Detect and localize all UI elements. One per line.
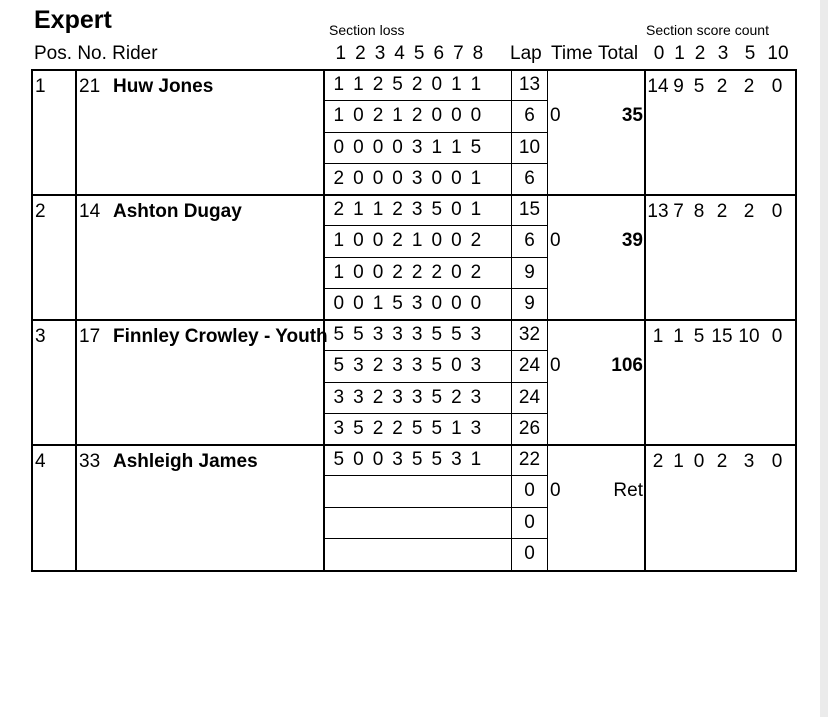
rider-divider-row [31,444,797,446]
section-score: 0 [431,292,443,314]
section-score: 0 [470,105,482,127]
score-count: 1 [652,326,664,347]
no-header: No. [77,43,107,64]
rider-total: Ret [613,480,643,502]
section-score: 2 [411,105,423,127]
section-score: 5 [353,417,364,439]
rider-name: Ashton Dugay [113,201,242,222]
section-score: 0 [372,167,384,189]
score-count: 2 [716,451,728,472]
table-border-left [31,69,33,572]
section-score: 1 [353,74,364,95]
section-score: 5 [431,355,443,377]
lap-section-scores [329,105,486,127]
lap-section-scores [329,137,486,159]
section-score: 0 [372,261,384,283]
section-score: 3 [392,324,403,345]
score-counts [647,76,790,98]
lap-row-line [323,475,548,476]
section-score: 0 [451,355,462,377]
score-count: 2 [716,76,728,97]
table-border-bottom [31,570,797,572]
section-score: 1 [451,74,462,95]
section-score: 0 [451,105,462,127]
rider-position: 1 [35,76,46,97]
section-score: 0 [451,230,462,252]
lap-section-scores [329,449,486,471]
rider-name: Ashleigh James [113,451,258,472]
lap-row-line [323,163,548,164]
pos-header: Pos. [34,43,73,64]
section-score: 2 [372,417,384,439]
score-count-label: 2 [694,43,706,64]
rider-position: 3 [35,326,46,347]
lap-total: 32 [518,324,541,345]
score-counts [647,201,790,223]
score-count-label: 0 [653,43,665,64]
section-score: 0 [353,449,364,470]
section-number: 4 [394,43,405,64]
lap-total: 9 [524,292,535,314]
rider-divider-row [31,319,797,321]
lap-row-line [323,507,548,508]
lap-row-line [323,257,548,258]
section-score: 1 [470,199,482,220]
section-score: 2 [333,199,345,220]
section-score: 3 [470,355,482,377]
time-header: Time [551,43,593,64]
section-score: 1 [411,230,423,252]
score-count-label: 5 [744,43,756,64]
score-count-label: 3 [717,43,729,64]
section-score: 0 [431,74,443,95]
pos-no-rider-header [34,43,158,65]
section-score: 5 [392,74,403,95]
rider-total: 106 [611,355,643,377]
section-score: 3 [411,355,423,377]
section-number: 5 [413,43,425,64]
lap-total: 24 [518,386,541,408]
lap-total: 26 [518,417,541,439]
rider-position: 4 [35,451,46,472]
section-score: 5 [411,417,423,439]
section-score: 3 [353,355,364,377]
lap-row-line [323,100,548,101]
lap-total: 6 [524,167,535,189]
section-score: 3 [470,386,482,408]
section-score: 0 [353,261,364,283]
lap-total: 6 [524,230,535,252]
section-score: 2 [411,261,423,283]
section-score: 2 [431,261,443,283]
rider-total: 35 [621,105,643,127]
section-score: 3 [451,449,462,470]
rider-divider-row [31,194,797,196]
section-score: 5 [431,324,443,345]
lap-total: 6 [524,105,535,127]
section-score: 0 [431,230,443,252]
lap-section-scores [329,355,486,377]
section-number: 7 [453,43,464,64]
section-score: 2 [372,386,384,408]
section-score: 2 [392,261,403,283]
score-count: 0 [771,76,783,97]
section-score: 5 [411,449,423,470]
score-count: 2 [716,201,728,222]
section-score: 1 [451,136,462,158]
rider-name: Finnley Crowley - Youth [113,326,328,347]
rider-name: Huw Jones [113,76,214,97]
score-count: 10 [738,326,760,347]
lap-total: 0 [524,480,535,502]
section-score: 0 [451,167,462,189]
lap-section-scores [329,199,486,221]
section-score: 2 [470,261,482,283]
score-count: 8 [693,201,705,222]
section-score: 2 [392,230,403,252]
section-score: 0 [372,230,384,252]
lap-total: 24 [518,355,541,377]
score-count: 2 [743,201,755,222]
score-count: 5 [693,326,705,347]
section-score: 1 [372,199,384,220]
score-count: 7 [673,201,684,222]
section-score: 1 [470,449,482,470]
lap-section-scores [329,293,486,315]
section-score: 0 [451,292,462,314]
section-score: 5 [431,449,443,470]
section-score: 5 [431,386,443,408]
section-score: 3 [353,386,364,408]
section-score: 3 [333,417,345,439]
class-title: Expert [34,6,112,34]
rider-header: Rider [112,43,158,64]
section-score: 0 [333,136,345,158]
section-score: 2 [372,355,384,377]
rider-number: 21 [79,76,101,97]
section-score: 3 [411,386,423,408]
rider-number: 33 [79,451,101,472]
lap-section-scores [329,74,486,96]
section-score: 2 [372,105,384,127]
section-score: 2 [411,74,423,95]
section-score: 0 [353,292,364,314]
rider-total: 39 [621,230,643,252]
section-score: 3 [392,449,403,470]
section-score: 2 [392,199,403,220]
score-counts [647,326,790,348]
section-score: 1 [333,230,345,252]
section-score: 0 [451,199,462,220]
section-score: 1 [372,292,384,314]
score-count: 1 [673,451,684,472]
section-score: 1 [470,167,482,189]
section-score-caption: Section score count [646,22,769,38]
score-count-header [648,43,791,65]
lap-row-line [323,288,548,289]
lap-divider [547,69,548,572]
lap-row-line [323,538,548,539]
section-score: 0 [392,167,403,189]
section-score: 3 [392,386,403,408]
section-score: 0 [372,449,384,470]
lap-section-scores [329,387,486,409]
score-count: 0 [771,201,783,222]
rider-time: 0 [550,105,561,127]
section-loss-caption: Section loss [329,22,405,38]
lap-row-line [323,350,548,351]
rider-number: 17 [79,326,101,347]
section-score: 5 [333,324,345,345]
section-score: 3 [411,324,423,345]
section-score: 3 [411,199,423,220]
table-border-right [795,69,797,572]
score-count: 5 [693,76,705,97]
section-score: 0 [353,230,364,252]
lap-section-scores [329,230,486,252]
section-score: 5 [431,199,443,220]
score-count: 0 [771,451,783,472]
results-table [31,69,797,572]
section-score: 0 [372,136,384,158]
table-border-top [31,69,797,71]
section-score: 5 [451,324,462,345]
section-score: 1 [470,74,482,95]
section-number: 6 [433,43,445,64]
lap-total: 10 [518,136,541,158]
lap-header: Lap [510,43,542,64]
section-score: 0 [353,167,364,189]
section-score: 3 [411,136,423,158]
section-score: 0 [392,136,403,158]
section-score: 0 [470,292,482,314]
section-number: 3 [374,43,386,64]
section-score: 2 [372,74,384,95]
section-score: 5 [431,417,443,439]
rider-time: 0 [550,230,561,252]
section-score: 1 [333,74,345,95]
lap-row-line [323,382,548,383]
lap-row-line [323,413,548,414]
score-count: 0 [771,326,783,347]
lap-total: 22 [518,449,541,470]
score-count: 14 [647,76,669,97]
section-score: 0 [431,167,443,189]
rider-number: 14 [79,201,101,222]
rider-divider [323,69,325,572]
section-number: 1 [335,43,347,64]
score-count: 9 [673,76,684,97]
rider-time: 0 [550,355,561,377]
section-score: 1 [431,136,443,158]
section-number: 2 [355,43,366,64]
score-count: 2 [743,76,755,97]
section-score: 0 [451,261,462,283]
lap-row-line [323,225,548,226]
section-score: 1 [353,199,364,220]
lap-total: 0 [524,511,535,533]
section-number-header [331,43,488,65]
lap-total: 13 [518,74,541,95]
score-count-label: 10 [767,43,789,64]
section-score: 5 [333,355,345,377]
section-score: 0 [353,105,364,127]
lap-total: 9 [524,261,535,283]
section-score: 2 [470,230,482,252]
section-score: 1 [333,105,345,127]
section-score: 0 [353,136,364,158]
lap-total: 0 [524,542,535,564]
section-score: 2 [333,167,345,189]
score-count: 3 [743,451,755,472]
score-count: 13 [647,201,669,222]
section-score: 3 [392,355,403,377]
lap-row-line [323,132,548,133]
score-count-label: 1 [674,43,685,64]
section-score: 1 [333,261,345,283]
lap-total: 15 [518,199,541,220]
lap-section-scores [329,418,486,440]
section-score: 1 [392,105,403,127]
section-score: 5 [392,292,403,314]
section-score: 2 [451,386,462,408]
lap-section-scores [329,262,486,284]
total-divider [644,69,646,572]
section-score: 5 [470,136,482,158]
section-score: 5 [353,324,364,345]
section-score: 3 [411,292,423,314]
rider-time: 0 [550,480,561,502]
section-score: 3 [333,386,345,408]
section-score: 3 [470,324,482,345]
section-score: 3 [372,324,384,345]
score-count: 2 [652,451,664,472]
section-score: 2 [392,417,403,439]
rider-position: 2 [35,201,46,222]
section-score: 1 [451,417,462,439]
section-score: 3 [470,417,482,439]
section-number: 8 [472,43,484,64]
section-score: 0 [333,292,345,314]
score-count: 0 [693,451,705,472]
lap-section-scores [329,168,486,190]
section-score: 5 [333,449,345,470]
score-counts [647,451,790,473]
pos-divider [75,69,77,572]
section-score: 0 [431,105,443,127]
lap-section-scores [329,324,486,346]
section-score: 3 [411,167,423,189]
total-header: Total [598,43,639,64]
score-count: 1 [673,326,684,347]
score-count: 15 [711,326,733,347]
